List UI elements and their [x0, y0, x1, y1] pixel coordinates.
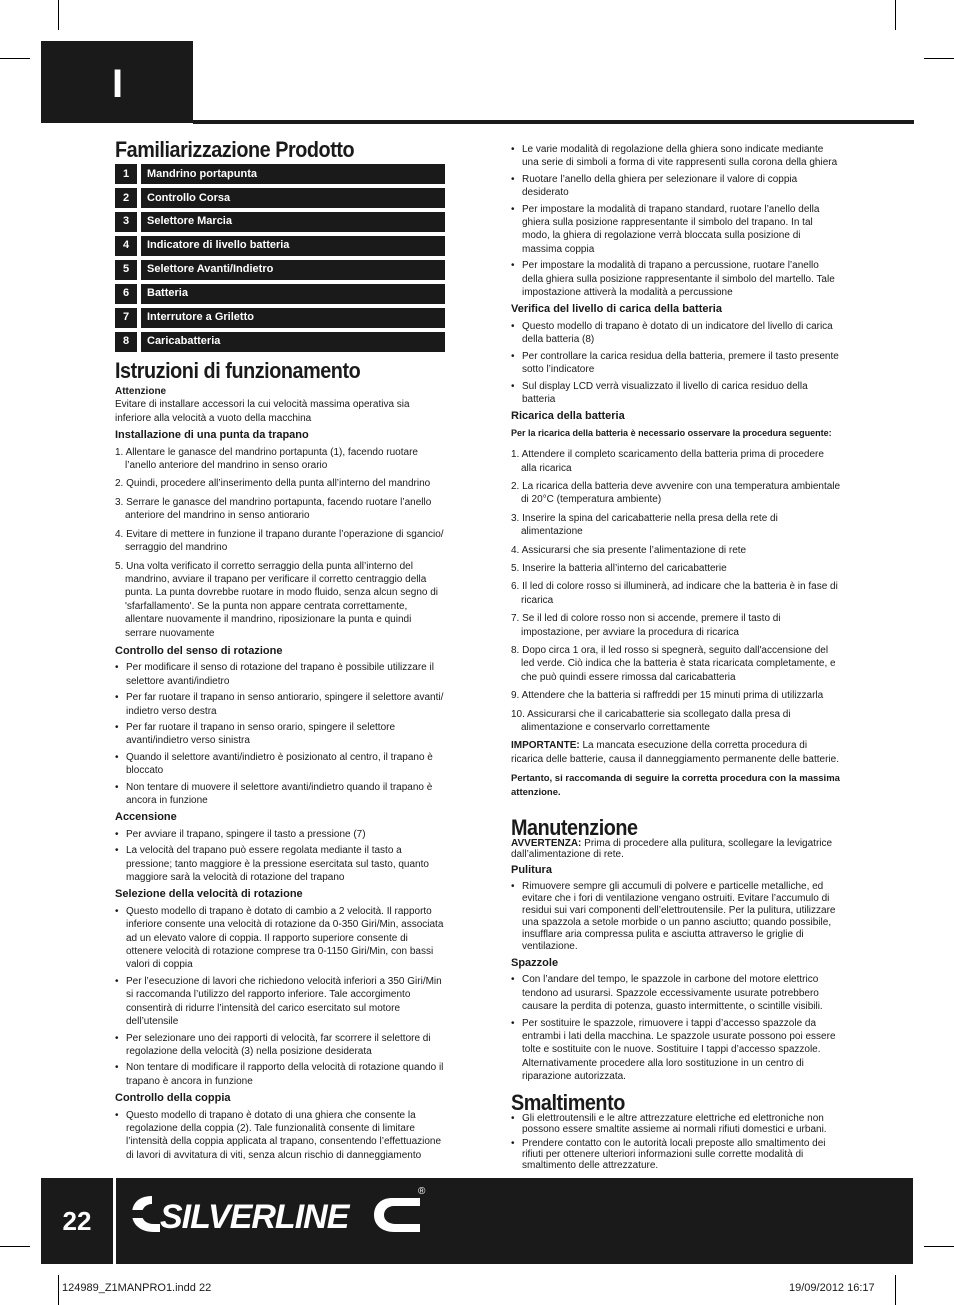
list-item: • Le varie modalità di regolazione della ghiera sono indicate mediante una serie di simboli a forma di vite rappresenti sulla corona della ghiera: [511, 143, 841, 170]
list-item: • Ruotare l’anello della ghiera per selezionare il valore di coppia desiderato: [511, 173, 841, 200]
rotation-list: [115, 661, 445, 807]
header-rule: [193, 120, 914, 124]
list-item: 5. Inserire la batteria all’interno del caricabatterie: [511, 562, 727, 574]
power-list: [115, 828, 445, 885]
section-letter: I: [112, 62, 124, 106]
list-item: • Per modificare il senso di rotazione del trapano è possibile utilizzare il selettore avanti/indietro: [115, 661, 445, 688]
part-row: [115, 236, 445, 256]
list-item: • Con l’andare del tempo, le spazzole in carbone del motore elettrico tendono ad usurarsi. Spazzole eccessivamente usurate potrebbero causare la perdita di potenza, guasto intermittente, o scintille visibili.: [511, 973, 841, 1013]
maintenance-warning: [511, 838, 841, 860]
important-label: IMPORTANTE:: [511, 740, 580, 752]
list-item: 1. Allentare le ganasce del mandrino portapunta (1), facendo ruotare l’anello anteriore del mandrino in senso orario: [115, 446, 418, 472]
charge-steps: [511, 448, 841, 734]
list-item: • Rimuovere sempre gli accumuli di polvere e particelle metalliche, ed evitare che i fori di ventilazione vengano ostruiti. Evitare l’accumulo di residui sui vari componenti dell’elettroutensile. Per la pulitura, utilizzare una spazzola a setole morbide o un panno asciutto; quando possibile, insufflare aria compressa pulita e asciutta attraverso le griglie di ventilazione.: [511, 881, 841, 953]
part-number: 8: [115, 332, 137, 352]
warning-heading: Attenzione: [115, 386, 167, 398]
list-item: • Gli elettroutensili e le altre attrezzature elettriche ed elettroniche non possono essere smaltite assieme ai normali rifiuti domestici e urbani.: [511, 1113, 841, 1135]
list-item: • Prendere contatto con le autorità locali preposte allo smaltimento dei rifiuti per ottenere ulteriori informazioni sulle corrette modalità di smaltimento delle attrezzature.: [511, 1138, 841, 1171]
maintenance-title: Manutenzione: [511, 815, 638, 841]
part-number: 7: [115, 308, 137, 328]
install-heading: Installazione di una punta da trapano: [115, 429, 309, 442]
list-item: 4. Assicurarsi che sia presente l’alimentazione di rete: [511, 544, 747, 556]
left-column: [115, 137, 445, 1165]
list-item: • Per selezionare uno dei rapporti di velocità, far scorrere il selettore di regolazione della velocità (3) nella posizione desiderata: [115, 1032, 445, 1059]
list-item: 5. Una volta verificato il corretto serraggio della punta all’interno del mandrino, avviare il trapano per verificare il corretto centraggio della punta. La punta dovrebbe ruotare in modo fluido, senza alcun segno di 'sfarfallamento'. Se la punta non appare centrata correttamente, allentare nuovamente il mandrino, riposizionare la punta e quindi serrare nuovamente: [115, 560, 438, 639]
list-item: • Questo modello di trapano è dotato di cambio a 2 velocità. Il rapporto inferiore consente una velocità di rotazione da 0-350 Giri/Min, associata ad un elevato valore di coppia. Il rapporto superiore consente di ottenere velocità di rotazione comprese tra 0-1150 Giri/Min, con bassi valori di coppia: [115, 905, 445, 972]
rotation-heading: Controllo del senso di rotazione: [115, 644, 283, 657]
crop-mark: [924, 58, 954, 59]
list-item: 3. Serrare le ganasce del mandrino portapunta, facendo ruotare l’anello anteriore del mandrino in senso antiorario: [115, 496, 432, 522]
list-item: 8. Dopo circa 1 ora, il led rosso si spegnerà, seguito dall'accensione del led verde. Ciò indica che la batteria è stata ricaricata completamente, e che può quindi essere rimossa dal caricabatteria: [511, 645, 836, 683]
list-item: • Questo modello di trapano è dotato di una ghiera che consente la regolazione della coppia (2). Tale funzionalità consente di limitare l’intensità della coppia applicata al trapano, consentendo l’effettuazione di lavori di avvitatura di viti, senza alcun rischio di danneggiamento: [115, 1109, 445, 1163]
list-item: 10. Assicurarsi che il caricabatterie sia scollegato dalla presa di alimentazione e conservarlo correttamente: [511, 708, 791, 734]
list-item: 4. Evitare di mettere in funzione il trapano durante l’operazione di sgancio/ serraggio del mandrino: [115, 528, 444, 554]
torque-list: [115, 1109, 445, 1163]
crop-mark: [895, 0, 896, 30]
battery-check-list: [511, 320, 841, 406]
part-label: Caricabatteria: [141, 332, 445, 352]
part-number: 6: [115, 284, 137, 304]
part-row: [115, 332, 445, 352]
part-number: 4: [115, 236, 137, 256]
part-label: Indicatore di livello batteria: [141, 236, 445, 256]
disposal-title: Smaltimento: [511, 1089, 625, 1115]
part-row: [115, 212, 445, 232]
list-item: 2. La ricarica della batteria deve avvenire con una temperatura ambientale di 20°C (temperatura ambiente): [511, 480, 841, 506]
part-row: [115, 308, 445, 328]
part-label: Batteria: [141, 284, 445, 304]
registered-mark: ®: [418, 1186, 426, 1197]
recommend-note: Pertanto, si raccomanda di seguire la corretta procedura con la massima attenzione.: [511, 773, 840, 798]
crop-mark: [58, 0, 59, 30]
silverline-logo-icon: [130, 1188, 430, 1238]
crop-mark: [0, 58, 30, 59]
list-item: • Questo modello di trapano è dotato di un indicatore del livello di carica della batteria (8): [511, 320, 841, 347]
clean-heading: Pulitura: [511, 864, 552, 877]
part-number: 1: [115, 164, 137, 184]
install-steps: [115, 446, 445, 640]
part-label: Selettore Marcia: [141, 212, 445, 232]
list-item: • Sul display LCD verrà visualizzato il livello di carica residuo della batteria: [511, 380, 841, 407]
list-item: 1. Attendere il completo scaricamento della batteria prima di procedere alla ricarica: [511, 449, 824, 474]
slug-file: 124989_Z1MANPRO1.indd 22: [62, 1282, 212, 1294]
list-item: • Per far ruotare il trapano in senso antiorario, spingere il selettore avanti/ indietro verso destra: [115, 691, 445, 718]
crop-mark: [895, 1275, 896, 1305]
speed-list: [115, 905, 445, 1088]
maintenance-warning-label: AVVERTENZA:: [511, 838, 582, 850]
list-item: 9. Attendere che la batteria si raffreddi per 15 minuti prima di utilizzarla: [511, 690, 824, 702]
charge-heading: Ricarica della batteria: [511, 410, 625, 423]
list-item: • Per far ruotare il trapano in senso orario, spingere il selettore avanti/indietro verso sinistra: [115, 721, 445, 748]
operation-title: Istruzioni di funzionamento: [115, 357, 361, 383]
part-number: 3: [115, 212, 137, 232]
list-item: • Per sostituire le spazzole, rimuovere i tappi d’accesso spazzole da entrambi i lati della macchina. Le spazzole usurate possono poi essere tolte e sostituite con le nuove. Sostituire I tappi d’accesso spazzole. Alternativamente procedere alla loro sostituzione in un centro di riparazione autorizzata.: [511, 1017, 841, 1084]
disposal-list: [511, 1113, 841, 1171]
list-item: 6. Il led di colore rosso si illuminerà, ad indicare che la batteria è in fase di ricarica: [511, 581, 838, 606]
brand-logo: [130, 1188, 430, 1238]
list-item: 3. Inserire la spina del caricabatterie nella presa della rete di alimentazione: [511, 512, 778, 538]
brush-heading: Spazzole: [511, 956, 559, 969]
part-row: [115, 188, 445, 208]
list-item: • Per avviare il trapano, spingere il tasto a pressione (7): [115, 828, 445, 841]
part-label: Interrutore a Griletto: [141, 308, 445, 328]
parts-list: [115, 164, 445, 351]
charge-intro: Per la ricarica della batteria è necessario osservare la procedura seguente:: [511, 427, 832, 438]
list-item: • Per impostare la modalità di trapano standard, ruotare l’anello della ghiera sulla posizione rappresentante il simbolo del trapano. In tal modo, la ghiera di regolazione verrà bloccata sulla posizione di massima coppia: [511, 203, 841, 257]
crop-mark: [58, 1275, 59, 1305]
speed-heading: Selezione della velocità di rotazione: [115, 888, 303, 901]
maintenance-warning-text: Prima di procedere alla pulitura, scollegare la levigatrice dall’alimentazione di rete.: [511, 838, 833, 861]
right-column: [511, 143, 841, 1174]
battery-check-heading: Verifica del livello di carica della batteria: [511, 303, 722, 316]
part-row: [115, 284, 445, 304]
important-note: [511, 739, 841, 766]
slug-date: 19/09/2012 16:17: [789, 1282, 875, 1294]
list-item: • Per impostare la modalità di trapano a percussione, ruotare l’anello della ghiera sulla posizione rappresentante il simbolo del martello. Tale impostazione attiverà la modalità a percussione: [511, 259, 841, 299]
familiarization-title: Familiarizzazione Prodotto: [115, 137, 355, 162]
list-item: 2. Quindi, procedere all’inserimento della punta all’interno del mandrino: [115, 478, 431, 490]
part-number: 2: [115, 188, 137, 208]
brand-name: SILVERLINE: [160, 1198, 349, 1236]
list-item: 7. Se il led di colore rosso non si accende, premere il tasto di impostazione, per avviare la procedura di ricarica: [511, 613, 781, 638]
footer-divider: [113, 1178, 116, 1264]
warning-text: Evitare di installare accessori la cui velocità massima operativa sia inferiore alla velocità a vuoto della macchina: [115, 399, 410, 424]
part-label: Controllo Corsa: [141, 188, 445, 208]
power-heading: Accensione: [115, 811, 177, 824]
crop-mark: [924, 1246, 954, 1247]
brush-list: [511, 973, 841, 1083]
torque-list-continued: [511, 143, 841, 299]
page-number: 22: [62, 1205, 92, 1236]
list-item: • Per l’esecuzione di lavori che richiedono velocità inferiori a 350 Giri/Min si raccomanda l’utilizzo del rapporto inferiore. Tale accorgimento consentirà di ridurre l’intensità del carico esercitato sul motore dell’utensile: [115, 975, 445, 1029]
important-text: La mancata esecuzione della corretta procedura di ricarica delle batterie, causa il danneggiamento permanente delle batterie.: [511, 740, 839, 765]
part-number: 5: [115, 260, 137, 280]
part-row: [115, 164, 445, 184]
list-item: • Non tentare di modificare il rapporto della velocità di rotazione quando il trapano è ancora in funzione: [115, 1061, 445, 1088]
part-label: Selettore Avanti/Indietro: [141, 260, 445, 280]
list-item: • La velocità del trapano può essere regolata mediante il tasto a pressione; tanto maggiore è la pressione esercitata sul tasto, quanto maggiore sarà la velocità di rotazione del trapano: [115, 844, 445, 884]
part-row: [115, 260, 445, 280]
torque-heading: Controllo della coppia: [115, 1092, 231, 1105]
list-item: • Per controllare la carica residua della batteria, premere il tasto presente sotto l’indicatore: [511, 350, 841, 377]
list-item: • Non tentare di muovere il selettore avanti/indietro quando il trapano è ancora in funzione: [115, 781, 445, 808]
part-label: Mandrino portapunta: [141, 164, 445, 184]
clean-list: [511, 881, 841, 953]
list-item: • Quando il selettore avanti/indietro è posizionato al centro, il trapano è bloccato: [115, 751, 445, 778]
crop-mark: [0, 1246, 30, 1247]
